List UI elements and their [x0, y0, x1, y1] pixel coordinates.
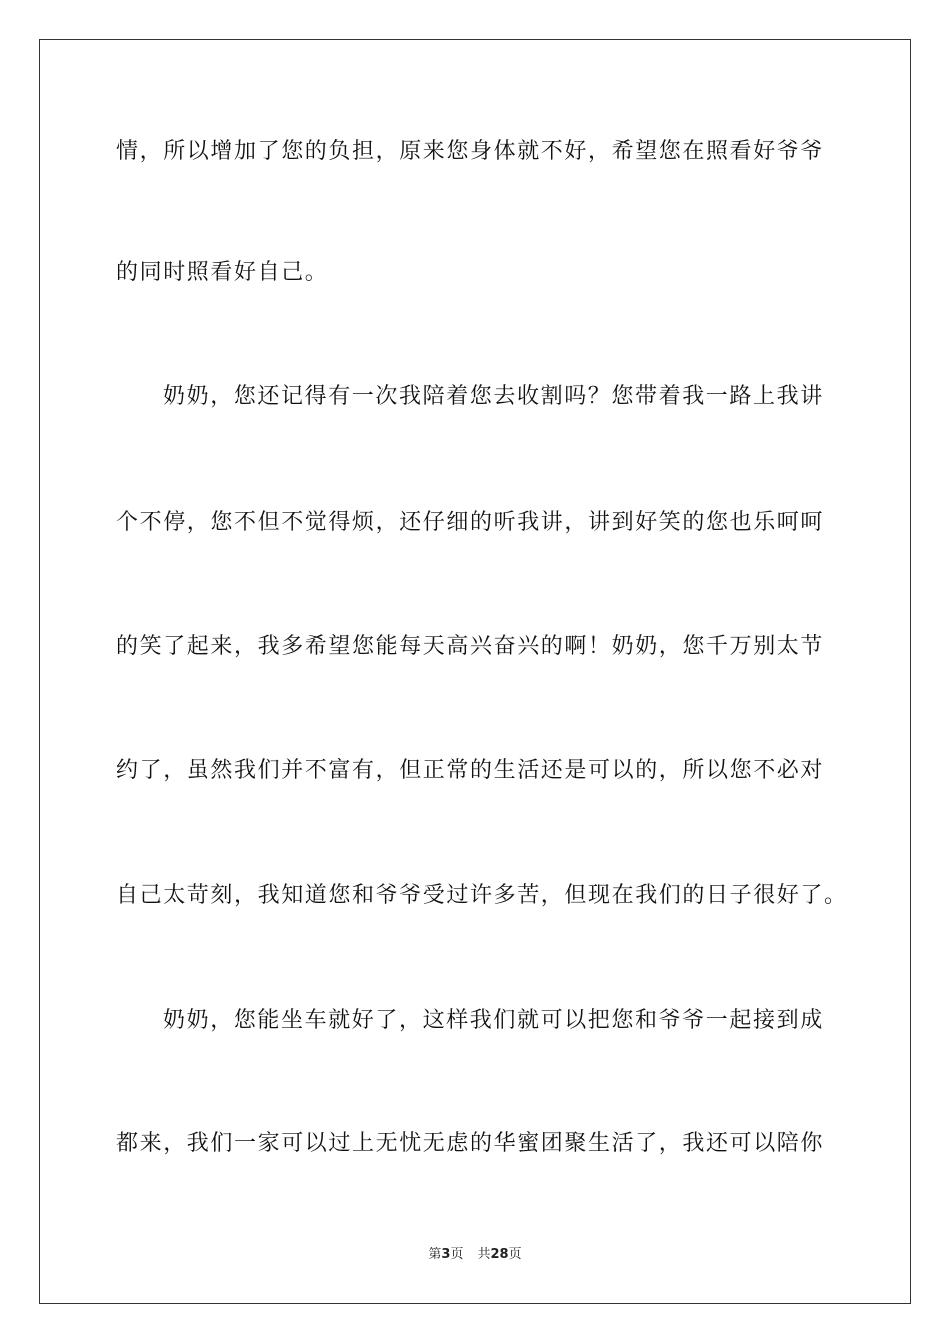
page-border [39, 39, 911, 1304]
text-line: 约了，虽然我们并不富有，但正常的生活还是可以的，所以您不必对 [116, 758, 825, 783]
text-line: 个不停，您不但不觉得烦，还仔细的听我讲，讲到好笑的您也乐呵呵 [116, 510, 825, 535]
paragraph-start-line: 奶奶，您还记得有一次我陪着您去收割吗？您带着我一路上我讲 [163, 384, 824, 409]
paragraph-start-line: 奶奶，您能坐车就好了，这样我们就可以把您和爷爷一起接到成 [163, 1008, 824, 1033]
text-line: 自己太苛刻，我知道您和爷爷受过许多苦，但现在我们的日子很好了。 [116, 883, 848, 908]
text-line: 的笑了起来，我多希望您能每天高兴奋兴的啊！奶奶，您千万别太节 [116, 634, 825, 659]
total-suffix: 页 [508, 1247, 522, 1262]
page-prefix: 第 [428, 1247, 442, 1262]
page-number: 3 [441, 1247, 451, 1262]
text-line: 情，所以增加了您的负担，原来您身体就不好，希望您在照看好爷爷 [116, 139, 825, 164]
total-prefix: 共 [477, 1247, 491, 1262]
text-line: 都来，我们一家可以过上无忧无虑的华蜜团聚生活了，我还可以陪你 [116, 1131, 825, 1156]
text-line: 的同时照看好自己。 [116, 260, 329, 285]
page-footer [0, 1246, 950, 1264]
total-pages: 28 [490, 1247, 509, 1262]
page-suffix: 页 [450, 1247, 464, 1262]
